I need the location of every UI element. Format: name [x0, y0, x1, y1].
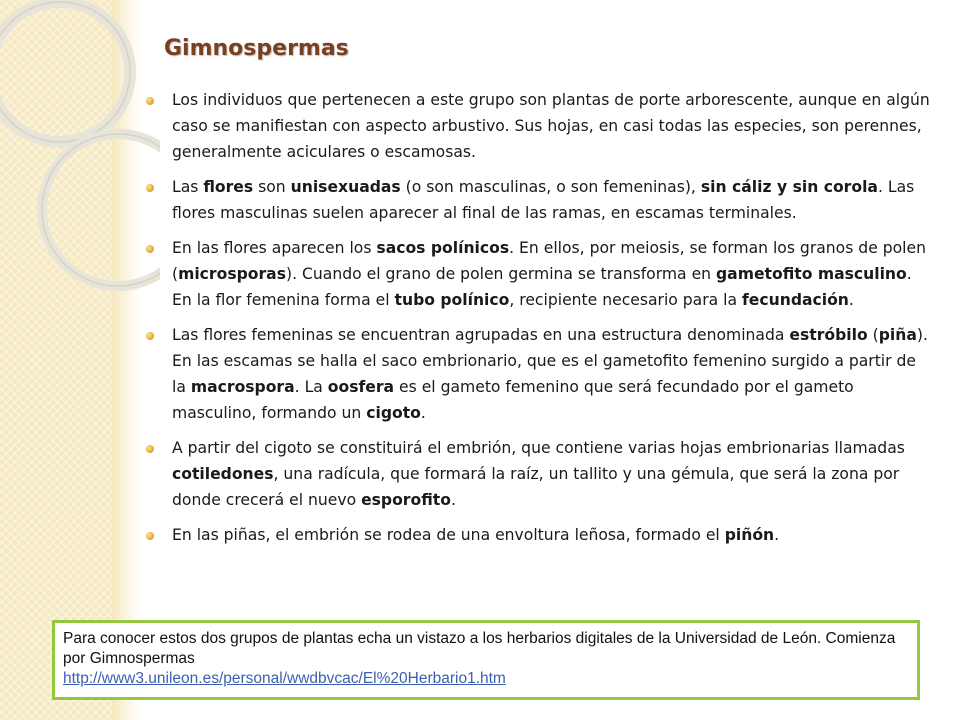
bold-term: cotiledones	[172, 465, 274, 483]
herbario-link[interactable]: http://www3.unileon.es/personal/wwdbvcac/El%20Herbario1.htm	[63, 670, 506, 687]
bold-term: unisexuadas	[290, 178, 401, 196]
bold-term: tubo polínico	[394, 291, 510, 309]
bullet-text: . Las flores masculinas suelen aparecer al final de las ramas, en escamas terminales.	[172, 178, 915, 222]
bold-term: fecundación	[742, 291, 849, 309]
bullet-text: Las	[172, 178, 204, 196]
bullet-text: . En la flor femenina forma el	[172, 265, 912, 309]
bold-term: sin cáliz y sin corola	[700, 178, 878, 196]
bullet-text: En las piñas, el embrión se rodea de una envoltura leñosa, formado el	[172, 526, 725, 544]
bullet-text: .	[450, 491, 456, 509]
bullet-text: ). Cuando el grano de polen germina se transforma en	[286, 265, 717, 283]
bullet-text: (o son masculinas, o son femeninas),	[400, 178, 701, 196]
bullet-text: es el gameto femenino que será fecundado por el gameto masculino, formando un	[172, 378, 854, 422]
bullet-text: , una radícula, que formará la raíz, un tallito y una gémula, que será la zona por donde crecerá el nuevo	[172, 465, 900, 509]
bullet-dot-icon	[146, 97, 154, 105]
bold-term: macrospora	[190, 378, 295, 396]
bullet-item	[146, 235, 930, 313]
bullet-list	[146, 87, 930, 557]
bold-term: piñón	[724, 526, 775, 544]
bold-term: flores	[203, 178, 254, 196]
bullet-item	[146, 87, 930, 165]
bullet-text: .	[420, 404, 426, 422]
bullet-text: . En ellos, por meiosis, se forman los granos de polen (	[172, 239, 926, 283]
bold-term: esporofito	[361, 491, 451, 509]
bold-term: estróbilo	[789, 326, 868, 344]
resource-note-text: Para conocer estos dos grupos de plantas echa un vistazo a los herbarios digitales de la Universidad de León. Comienza por Gimnospermas	[63, 630, 896, 667]
bullet-dot-icon	[146, 245, 154, 253]
bullet-dot-icon	[146, 445, 154, 453]
bullet-text: A partir del cigoto se constituirá el embrión, que contiene varias hojas embrionarias llamadas	[172, 439, 905, 457]
bullet-dot-icon	[146, 332, 154, 340]
bullet-dot-icon	[146, 532, 154, 540]
bold-term: gametofito masculino	[716, 265, 907, 283]
decorative-circles	[0, 0, 160, 320]
bold-term: cigoto	[366, 404, 421, 422]
bullet-item	[146, 522, 930, 548]
bullet-item	[146, 174, 930, 226]
resource-note-box	[52, 620, 920, 700]
slide-title: Gimnospermas	[164, 36, 349, 61]
bullet-text: .	[848, 291, 854, 309]
bold-term: microsporas	[178, 265, 286, 283]
bold-term: sacos polínicos	[376, 239, 510, 257]
bullet-dot-icon	[146, 184, 154, 192]
bullet-text: En las flores aparecen los	[172, 239, 377, 257]
bullet-item	[146, 435, 930, 513]
bullet-text: , recipiente necesario para la	[509, 291, 743, 309]
bold-term: oosfera	[327, 378, 395, 396]
bullet-text: . La	[294, 378, 328, 396]
bullet-item	[146, 322, 930, 426]
bullet-text: (	[867, 326, 879, 344]
bullet-text: ). En las escamas se halla el saco embrionario, que es el gametofito femenino surgido a partir de la	[172, 326, 928, 396]
bullet-text: son	[253, 178, 291, 196]
bullet-text: Los individuos que pertenecen a este grupo son plantas de porte arborescente, aunque en algún caso se manifiestan con aspecto arbustivo. Sus hojas, en casi todas las especies, son perennes, generalmente aciculares o escamosas.	[172, 91, 930, 161]
bullet-text: Las flores femeninas se encuentran agrupadas en una estructura denominada	[172, 326, 790, 344]
bold-term: piña	[878, 326, 917, 344]
bullet-text: .	[774, 526, 780, 544]
